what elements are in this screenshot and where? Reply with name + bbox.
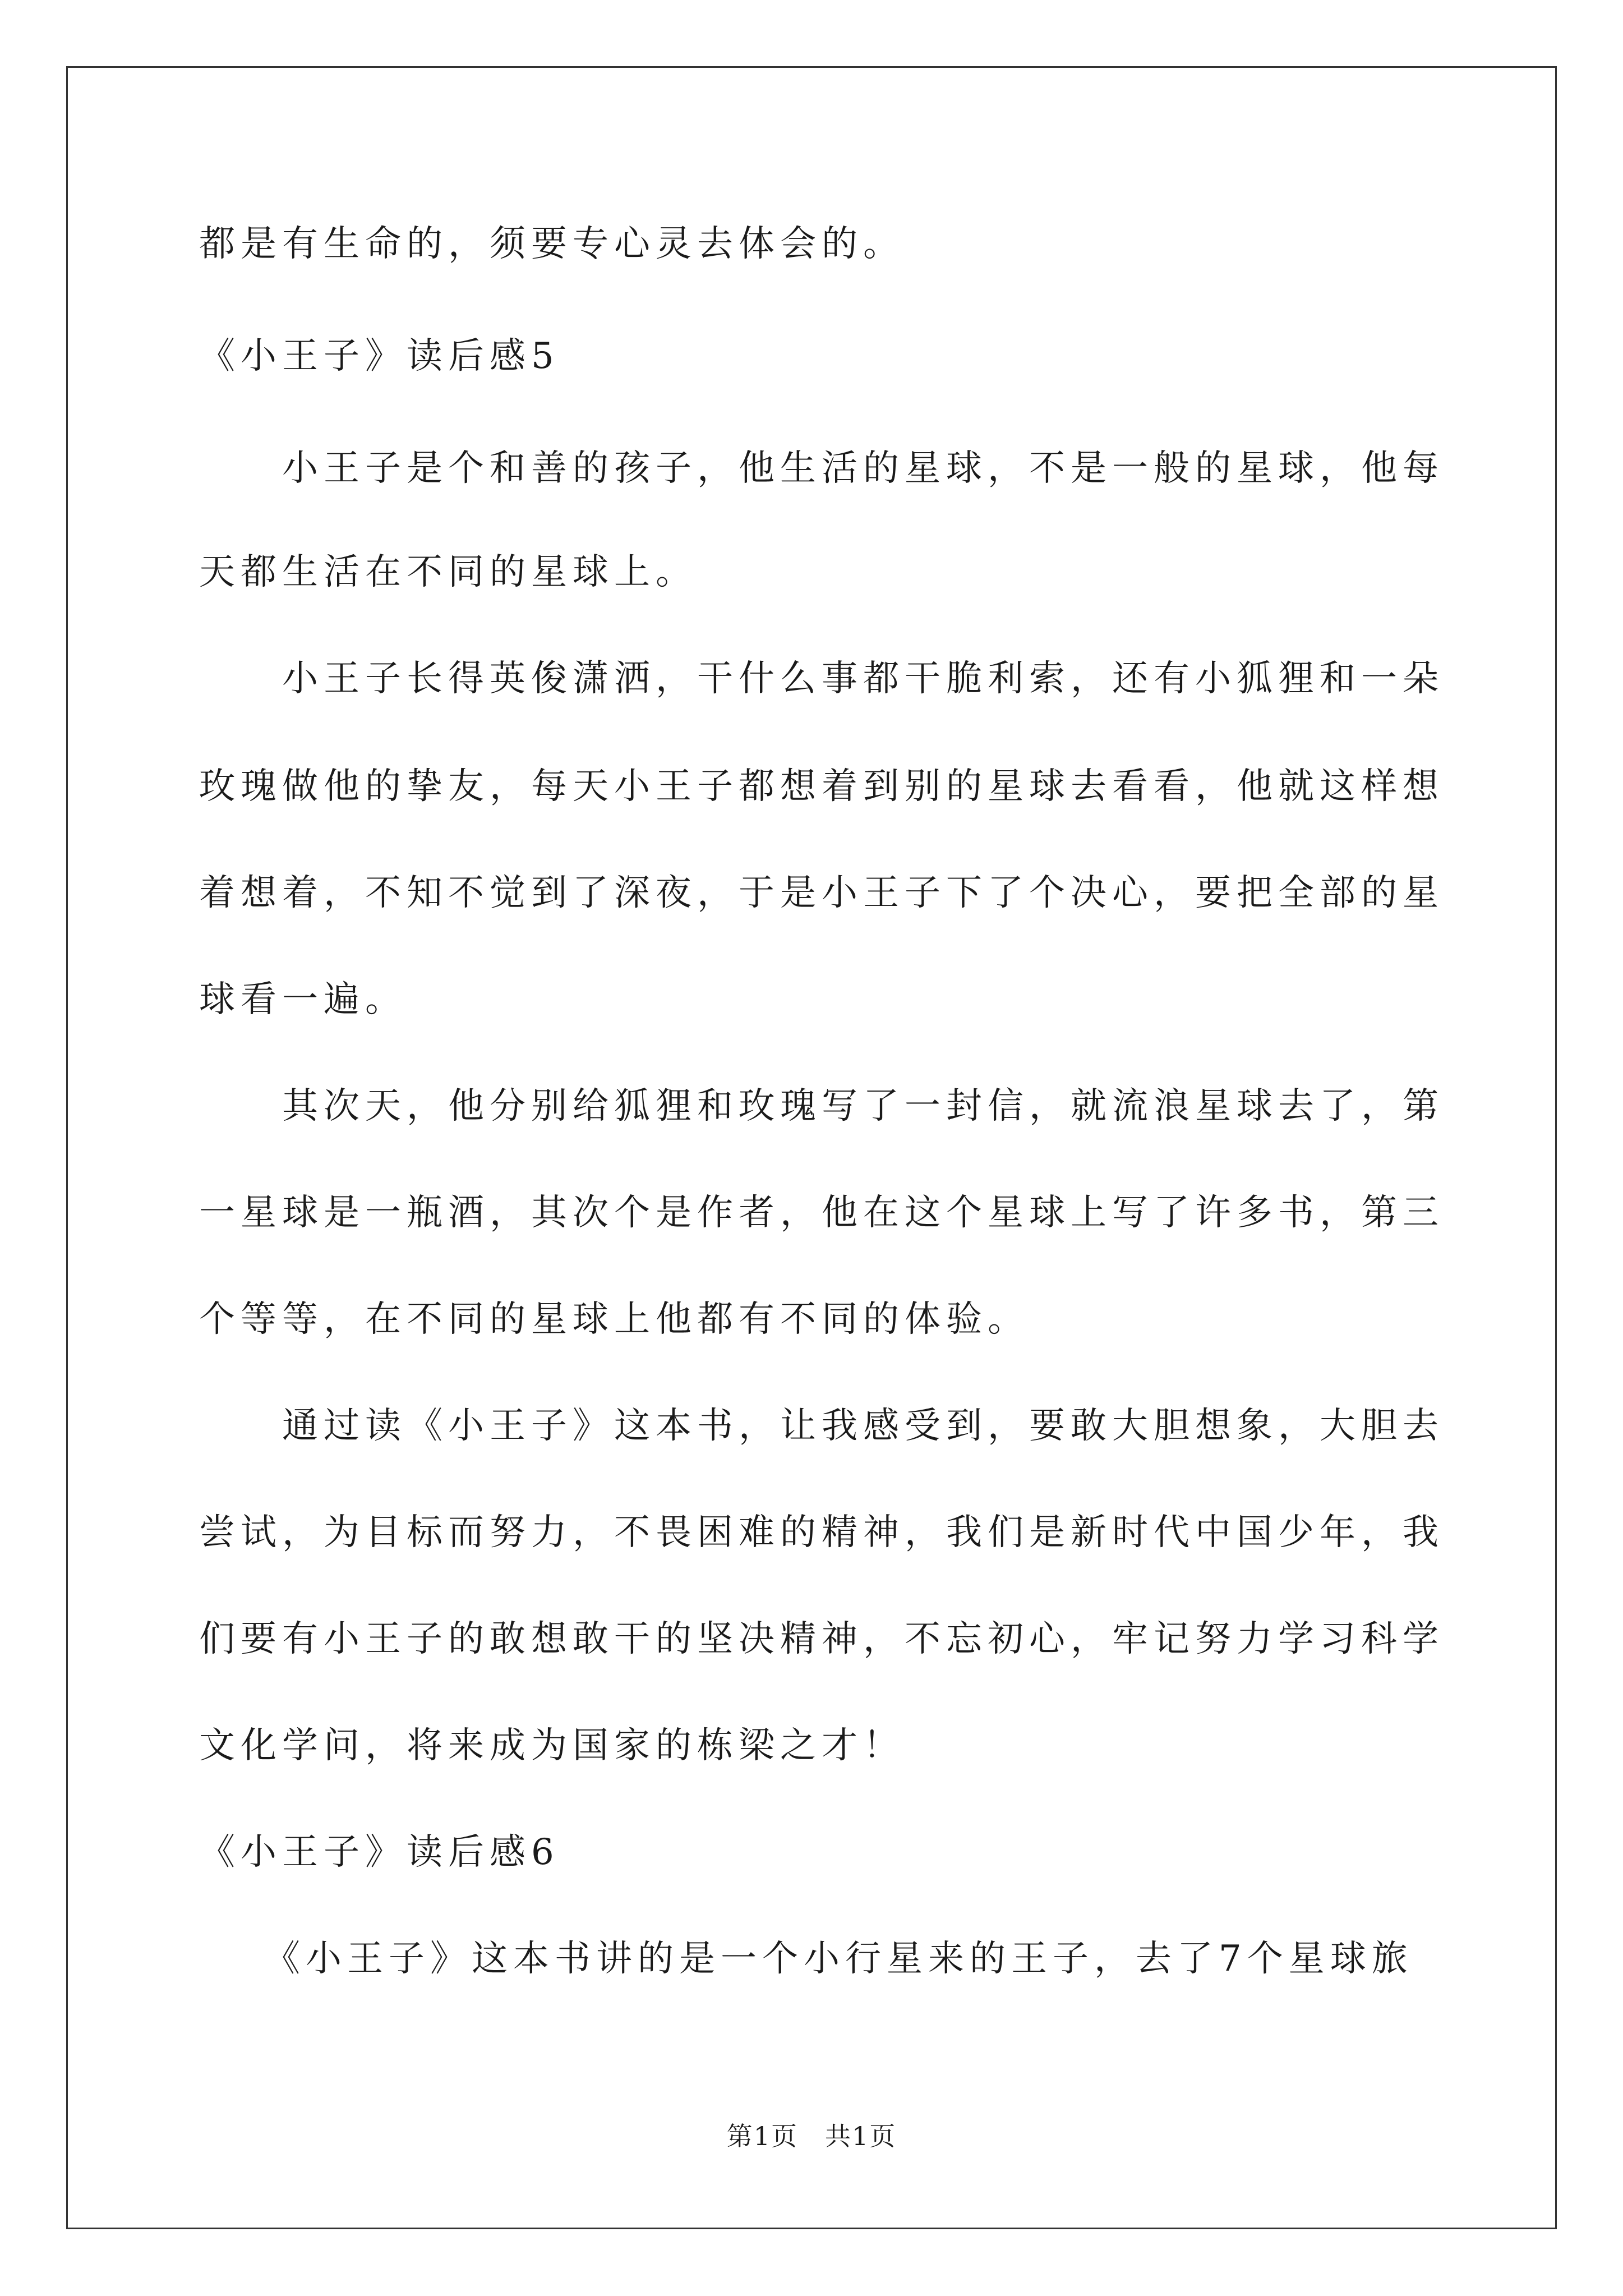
section-heading: 《小王子》读后感5 bbox=[199, 335, 560, 377]
text-line: 天都生活在不同的星球上。 bbox=[199, 551, 697, 593]
text-line: 玫瑰做他的挚友，每天小王子都想着到别的星球去看看，他就这样想 bbox=[199, 766, 1444, 807]
text-line: 文化学问，将来成为国家的栋梁之才！ bbox=[199, 1725, 905, 1766]
text-line: 通过读《小王子》这本书，让我感受到，要敢大胆想象，大胆去 bbox=[199, 1405, 1444, 1447]
text-line: 一星球是一瓶酒，其次个是作者，他在这个星球上写了许多书，第三 bbox=[199, 1192, 1444, 1234]
page-frame bbox=[66, 66, 1557, 2229]
text-line: 小王子长得英俊潇洒，干什么事都干脆利索，还有小狐狸和一朵 bbox=[199, 658, 1444, 700]
text-line: 其次天，他分别给狐狸和玫瑰写了一封信，就流浪星球去了，第 bbox=[199, 1085, 1444, 1127]
text-line: 着想着，不知不觉到了深夜，于是小王子下了个决心，要把全部的星 bbox=[199, 872, 1444, 914]
text-line: 尝试，为目标而努力，不畏困难的精神，我们是新时代中国少年，我 bbox=[199, 1512, 1444, 1553]
text-line: 们要有小王子的敢想敢干的坚决精神，不忘初心，牢记努力学习科学 bbox=[199, 1618, 1444, 1660]
text-line: 球看一遍。 bbox=[199, 979, 407, 1020]
page-footer: 第1页 共1页 bbox=[726, 2121, 897, 2151]
text-line: 都是有生命的，须要专心灵去体会的。 bbox=[199, 223, 905, 265]
text-line: 小王子是个和善的孩子，他生活的星球，不是一般的星球，他每 bbox=[199, 448, 1444, 489]
text-line: 个等等，在不同的星球上他都有不同的体验。 bbox=[199, 1299, 1029, 1340]
text-line: 《小王子》这本书讲的是一个小行星来的王子，去了7个星球旅 bbox=[199, 1938, 1413, 1980]
section-heading: 《小王子》读后感6 bbox=[199, 1832, 560, 1873]
